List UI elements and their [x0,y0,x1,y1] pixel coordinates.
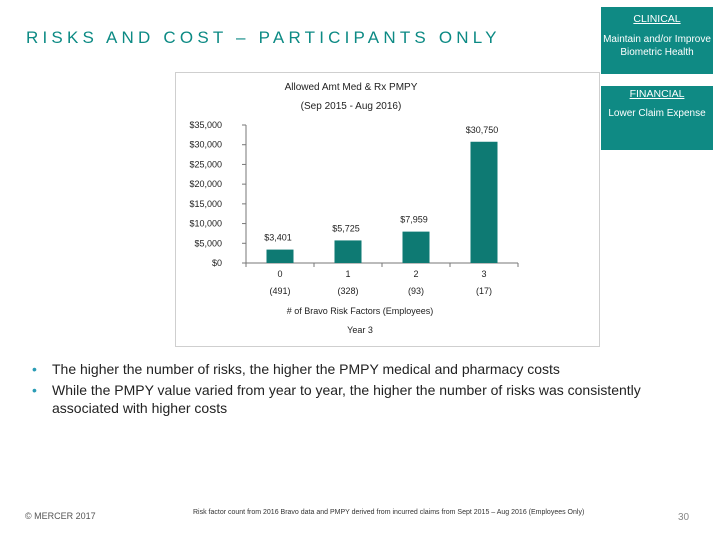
y-tick-label: $20,000 [189,179,222,190]
y-tick-label: $35,000 [189,120,222,130]
x-tick-label: 0 [277,269,283,279]
x-tick-sublabel: (328) [337,286,359,296]
y-tick-label: $30,000 [189,139,222,150]
financial-heading: FINANCIAL [629,88,685,100]
x-tick-label: 3 [481,269,487,279]
bullet-dot-icon: • [32,361,37,377]
x-tick-sublabel: (93) [407,286,425,296]
x-tick-sublabel: (491) [269,286,291,296]
bar-data-label: $7,959 [400,214,428,225]
bullet-text: While the PMPY value varied from year to year, the higher the number of risks was consistently associated with higher costs [52,382,641,416]
financial-box [601,86,713,150]
clinical-heading: CLINICAL [633,13,681,25]
bar-chart [176,73,601,348]
y-tick-label: $15,000 [189,198,222,209]
bullet-dot-icon: • [32,382,37,398]
bar-data-label: $3,401 [264,232,292,243]
bullet-list [28,360,668,420]
footer-note: Risk factor count from 2016 Bravo data and PMPY derived from incurred claims from Sept 2015 – Aug 2016 (Employees Only) [193,509,585,516]
y-tick-label: $5,000 [194,238,222,249]
chart-subtitle: (Sep 2015 - Aug 2016) [300,101,402,112]
y-tick-label: $10,000 [189,218,222,229]
x-axis-label: # of Bravo Risk Factors (Employees) [286,306,434,316]
y-tick-label: $25,000 [189,159,222,170]
x-tick-label: 1 [345,269,351,279]
y-tick-label: $0 [211,258,222,268]
x-tick-label: 2 [413,269,419,279]
bar [267,250,294,263]
bar-data-label: $30,750 [465,124,499,135]
chart-title: Allowed Amt Med & Rx PMPY [284,82,418,93]
clinical-text: Maintain and/or Improve Biometric Health [603,34,711,58]
bar [471,142,498,263]
bar [335,240,362,263]
bullet-item [28,381,668,417]
x-tick-sublabel: (17) [475,286,493,296]
bar [403,232,430,263]
page-number: 30 [678,512,690,523]
clinical-box [601,7,713,74]
x-axis-sublabel: Year 3 [347,325,373,335]
financial-text: Lower Claim Expense [608,108,706,119]
footer-copyright: © MERCER 2017 [25,511,96,521]
chart-frame [175,72,600,347]
slide-title: RISKS AND COST – PARTICIPANTS ONLY [26,28,501,47]
bullet-text: The higher the number of risks, the higher the PMPY medical and pharmacy costs [52,361,560,377]
bar-data-label: $5,725 [332,223,360,234]
bullet-item [28,360,668,378]
